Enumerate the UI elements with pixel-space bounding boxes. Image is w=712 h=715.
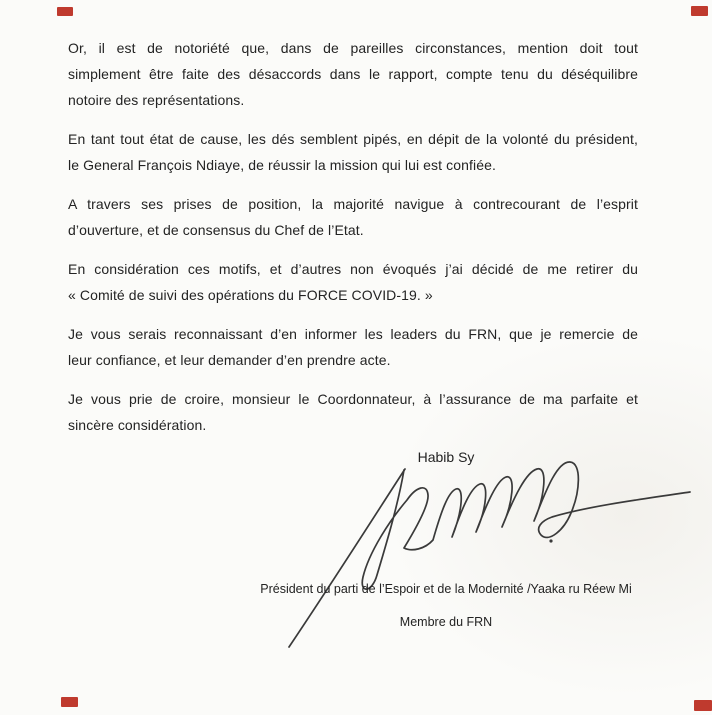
letter-paragraph <box>68 191 638 243</box>
paragraph-line: notoire des représentations. <box>68 92 245 108</box>
paragraph-line: Or, il est de notoriété que, dans de pareilles circonstances, mention doit tout <box>68 40 638 56</box>
paragraph-line: le General François Ndiaye, de réussir la mission qui lui est confiée. <box>68 157 496 173</box>
paragraph-line: sincère considération. <box>68 417 207 433</box>
corner-mark-bottom-right <box>694 700 712 711</box>
paragraph-line: Je vous prie de croire, monsieur le Coordonnateur, à l’assurance de ma parfaite et <box>68 391 638 407</box>
paragraph-line: A travers ses prises de position, la majorité navigue à contrecourant de l’esprit <box>68 196 638 212</box>
letter-body <box>68 35 638 451</box>
letter-paragraph <box>68 35 638 113</box>
paragraph-line: En tant tout état de cause, les dés semblent pipés, en dépit de la volonté du président, <box>68 131 638 147</box>
paragraph-line: « Comité de suivi des opérations du FORCE COVID-19. » <box>68 287 433 303</box>
signer-name: Habib Sy <box>417 449 475 465</box>
paragraph-line: simplement être faite des désaccords dans le rapport, compte tenu du déséquilibre <box>68 66 638 82</box>
paragraph-line: d’ouverture, et de consensus du Chef de l’Etat. <box>68 222 364 238</box>
paragraph-line: En considération ces motifs, et d’autres non évoqués j’ai décidé de me retirer du <box>68 261 638 277</box>
paragraph-line: Je vous serais reconnaissant d’en informer les leaders du FRN, que je remercie de <box>68 326 638 342</box>
corner-mark-top-left <box>57 7 73 16</box>
corner-mark-bottom-left <box>61 697 78 707</box>
letter-paragraph <box>68 126 638 178</box>
letter-paragraph <box>68 256 638 308</box>
signature-title-line: Membre du FRN <box>399 615 493 629</box>
letter-paragraph <box>68 321 638 373</box>
letter-paragraph <box>68 386 638 438</box>
corner-mark-top-right <box>691 6 708 16</box>
signature-title-line: Président du parti de l’Espoir et de la Modernité /Yaaka ru Réew Mi <box>260 582 632 596</box>
paragraph-line: leur confiance, et leur demander d’en prendre acte. <box>68 352 391 368</box>
